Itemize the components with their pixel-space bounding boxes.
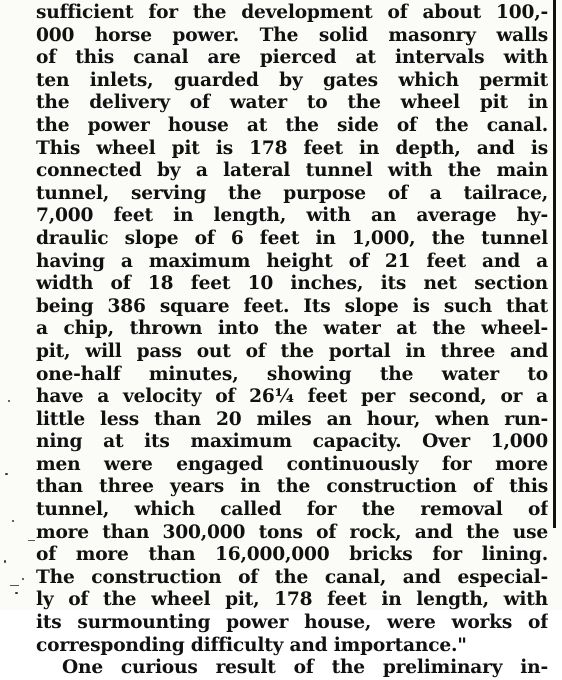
- text-line: ten inlets, guarded by gates which permit: [36, 69, 548, 91]
- text-line: of this canal are pierced at intervals with: [36, 47, 548, 69]
- text-line: ning at its maximum capacity. Over 1,000: [36, 431, 548, 453]
- text-line: one-half minutes, showing the water to: [36, 363, 548, 385]
- print-speck: [5, 473, 8, 475]
- text-line: ly of the wheel pit, 178 feet in length, with: [36, 589, 548, 611]
- text-line: corresponding difficulty and importance.": [36, 634, 467, 656]
- print-scratch: [10, 585, 19, 586]
- text-line: connected by a lateral tunnel with the main: [36, 160, 548, 182]
- text-line: have a velocity of 26¼ feet per second, or a: [36, 386, 548, 408]
- print-speck: [22, 578, 24, 580]
- text-line: tunnel, serving the purpose of a tailrace,: [36, 182, 548, 204]
- article-text: [36, 2, 548, 680]
- text-line: draulic slope of 6 feet in 1,000, the tunnel: [36, 227, 548, 249]
- text-line: sufficient for the development of about 100,-: [36, 2, 548, 23]
- text-line: 7,000 feet in length, with an average hy-: [36, 205, 548, 227]
- text-line: having a maximum height of 21 feet and a: [36, 250, 548, 272]
- text-line: little less than 20 miles an hour, when run-: [36, 408, 548, 430]
- print-speck: [15, 592, 18, 594]
- text-line: the delivery of water to the wheel pit in: [36, 92, 548, 114]
- text-line: This wheel pit is 178 feet in depth, and is: [36, 137, 548, 159]
- text-line: 000 horse power. The solid masonry walls: [36, 24, 548, 46]
- print-speck: [12, 520, 14, 522]
- print-speck: [4, 560, 6, 563]
- print-scratch: [28, 540, 35, 541]
- text-line: of more than 16,000,000 bricks for lining.: [36, 544, 548, 566]
- column-rule: [553, 0, 556, 528]
- text-line: more than 300,000 tons of rock, and the use: [36, 521, 548, 543]
- text-line: pit, will pass out of the portal in three and: [36, 340, 548, 362]
- text-line: the power house at the side of the canal.: [36, 114, 548, 136]
- text-line: width of 18 feet 10 inches, its net section: [36, 273, 548, 295]
- text-line: than three years in the construction of this: [36, 476, 548, 498]
- text-line: its surmounting power house, were works of: [36, 612, 548, 634]
- text-line: The construction of the canal, and especial-: [36, 566, 548, 588]
- text-line: tunnel, which called for the removal of: [36, 499, 548, 521]
- text-line: One curious result of the preliminary in-: [62, 657, 548, 679]
- print-speck: [8, 400, 10, 402]
- text-line: being 386 square feet. Its slope is such that: [36, 295, 548, 317]
- text-line: men were engaged continuously for more: [36, 453, 548, 475]
- text-line: a chip, thrown into the water at the wheel-: [36, 318, 548, 340]
